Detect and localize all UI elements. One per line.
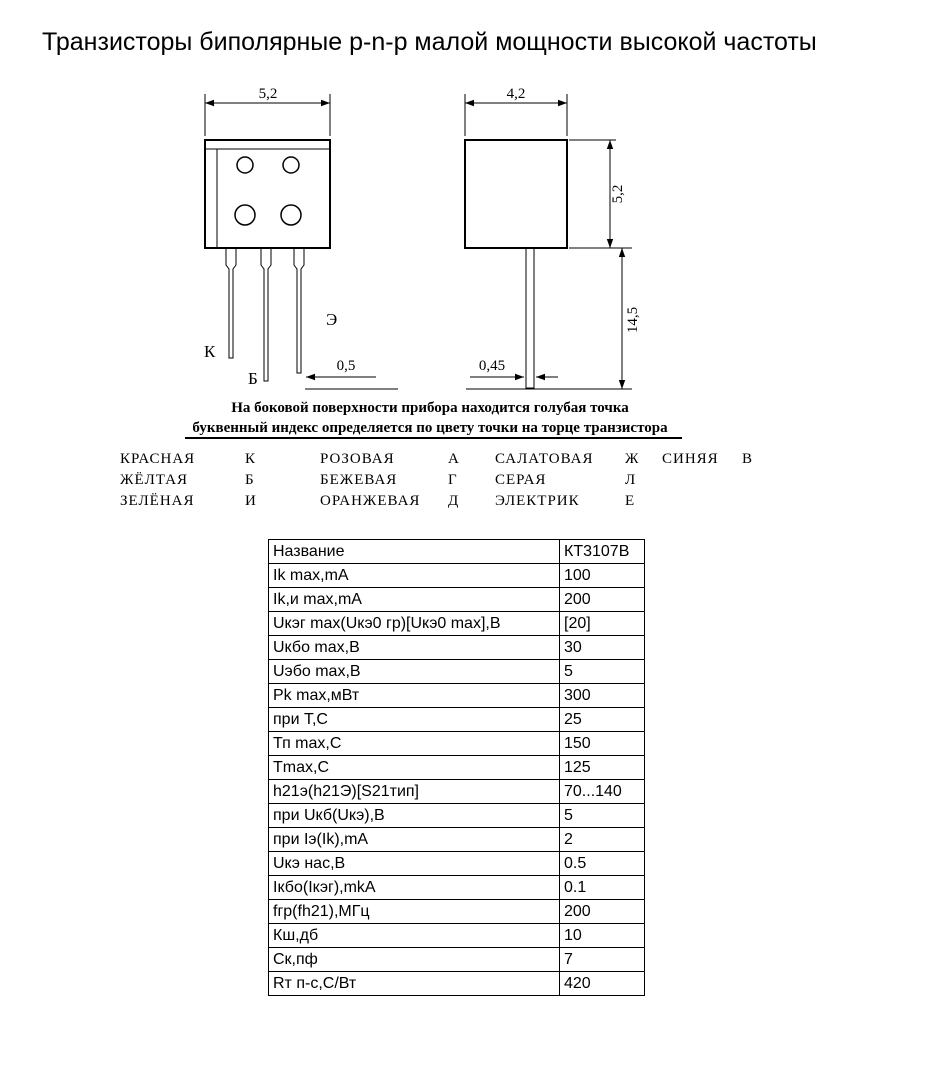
side-lead bbox=[526, 248, 534, 388]
table-header-row bbox=[269, 540, 645, 564]
param-value: 100 bbox=[560, 564, 645, 588]
param-name: Uкэг max(Uкэ0 гр)[Uкэ0 max],В bbox=[269, 612, 560, 636]
param-value: 0.1 bbox=[560, 876, 645, 900]
table-row bbox=[269, 636, 645, 660]
param-value: 420 bbox=[560, 972, 645, 996]
param-name: h21э(h21Э)[S21тип] bbox=[269, 780, 560, 804]
param-name: Ik max,mA bbox=[269, 564, 560, 588]
color-letter: А bbox=[448, 451, 460, 467]
table-row bbox=[269, 828, 645, 852]
note-line1: На боковой поверхности прибора находится голубая точка bbox=[231, 400, 629, 416]
note-line2: буквенный индекс определяется по цвету точки на торце транзистора bbox=[192, 420, 668, 436]
page-title: Транзисторы биполярные p-n-p малой мощности высокой частоты bbox=[42, 28, 817, 56]
color-letter: Б bbox=[245, 472, 255, 488]
color-letter: Г bbox=[448, 472, 458, 488]
table-row bbox=[269, 564, 645, 588]
param-value: 2 bbox=[560, 828, 645, 852]
table-row bbox=[269, 972, 645, 996]
param-value: 10 bbox=[560, 924, 645, 948]
param-value: 0.5 bbox=[560, 852, 645, 876]
param-name: Ск,пф bbox=[269, 948, 560, 972]
param-value: 5 bbox=[560, 660, 645, 684]
param-value: 200 bbox=[560, 900, 645, 924]
collector-lead bbox=[226, 248, 236, 358]
table-row bbox=[269, 924, 645, 948]
parameters-table bbox=[268, 539, 645, 996]
param-name: при Т,С bbox=[269, 708, 560, 732]
front-width-dimension: 5,2 bbox=[258, 86, 278, 102]
color-letter: К bbox=[245, 451, 257, 467]
param-value: 150 bbox=[560, 732, 645, 756]
table-row bbox=[269, 804, 645, 828]
color-letter: Е bbox=[625, 493, 636, 509]
param-name: fгр(fh21),МГц bbox=[269, 900, 560, 924]
table-row bbox=[269, 732, 645, 756]
param-name: Pk max,мВт bbox=[269, 684, 560, 708]
param-name: Ik,и max,mA bbox=[269, 588, 560, 612]
lead-length-dimension: 14,5 bbox=[625, 306, 641, 334]
param-name: при Iэ(Ik),mA bbox=[269, 828, 560, 852]
param-value: 200 bbox=[560, 588, 645, 612]
param-name: Iкбо(Iкэг),mkA bbox=[269, 876, 560, 900]
color-name: КРАСНАЯ bbox=[120, 451, 196, 467]
table-row bbox=[269, 708, 645, 732]
param-value: 5 bbox=[560, 804, 645, 828]
front-view bbox=[204, 86, 398, 389]
param-value: 70...140 bbox=[560, 780, 645, 804]
body-height-dimension: 5,2 bbox=[610, 184, 626, 204]
color-letter: В bbox=[742, 451, 754, 467]
param-name: Rт п-с,С/Вт bbox=[269, 972, 560, 996]
pin-label-collector: К bbox=[204, 342, 216, 361]
color-code-table bbox=[120, 449, 780, 512]
color-name: ОРАНЖЕВАЯ bbox=[320, 493, 421, 509]
param-value: 7 bbox=[560, 948, 645, 972]
color-name: ЗЕЛЁНАЯ bbox=[120, 493, 195, 509]
table-row bbox=[269, 612, 645, 636]
param-name: Тп max,С bbox=[269, 732, 560, 756]
table-row bbox=[269, 900, 645, 924]
lead-offset-dimension: 0,5 bbox=[336, 358, 356, 374]
table-row bbox=[269, 852, 645, 876]
side-view bbox=[465, 86, 641, 389]
base-lead bbox=[261, 248, 271, 381]
note bbox=[130, 398, 730, 438]
param-value: КТ3107В bbox=[560, 540, 645, 564]
package-body-side bbox=[465, 140, 567, 248]
table-row bbox=[269, 948, 645, 972]
package-body-front bbox=[205, 140, 330, 248]
param-value: 25 bbox=[560, 708, 645, 732]
param-value: 125 bbox=[560, 756, 645, 780]
color-name: БЕЖЕВАЯ bbox=[320, 472, 398, 488]
param-name: Uкэ нас,В bbox=[269, 852, 560, 876]
package-drawing bbox=[100, 80, 700, 400]
param-name: Tmax,С bbox=[269, 756, 560, 780]
color-name: СИНЯЯ bbox=[662, 451, 719, 467]
color-letter: Ж bbox=[625, 451, 640, 467]
table-row bbox=[269, 756, 645, 780]
pin-label-emitter: Э bbox=[326, 310, 338, 329]
param-name: Uэбо max,В bbox=[269, 660, 560, 684]
side-width-dimension: 4,2 bbox=[506, 86, 526, 102]
color-name: РОЗОВАЯ bbox=[320, 451, 395, 467]
color-letter: Л bbox=[625, 472, 637, 488]
table-row bbox=[269, 876, 645, 900]
lead-width-dimension: 0,45 bbox=[478, 358, 506, 374]
param-name: при Uкб(Uкэ),В bbox=[269, 804, 560, 828]
pin-label-base: Б bbox=[248, 369, 258, 388]
table-row bbox=[269, 660, 645, 684]
param-value: 30 bbox=[560, 636, 645, 660]
color-name: СЕРАЯ bbox=[495, 472, 547, 488]
color-name: ЖЁЛТАЯ bbox=[120, 472, 189, 488]
table-row bbox=[269, 588, 645, 612]
divider bbox=[185, 437, 682, 439]
param-value: [20] bbox=[560, 612, 645, 636]
color-letter: Д bbox=[448, 493, 460, 509]
color-letter: И bbox=[245, 493, 257, 509]
color-name: САЛАТОВАЯ bbox=[495, 451, 594, 467]
emitter-lead bbox=[294, 248, 304, 373]
param-value: 300 bbox=[560, 684, 645, 708]
param-name: Название bbox=[269, 540, 560, 564]
param-name: Uкбо max,В bbox=[269, 636, 560, 660]
table-row bbox=[269, 684, 645, 708]
color-name: ЭЛЕКТРИК bbox=[495, 493, 580, 509]
table-row bbox=[269, 780, 645, 804]
param-name: Кш,дб bbox=[269, 924, 560, 948]
